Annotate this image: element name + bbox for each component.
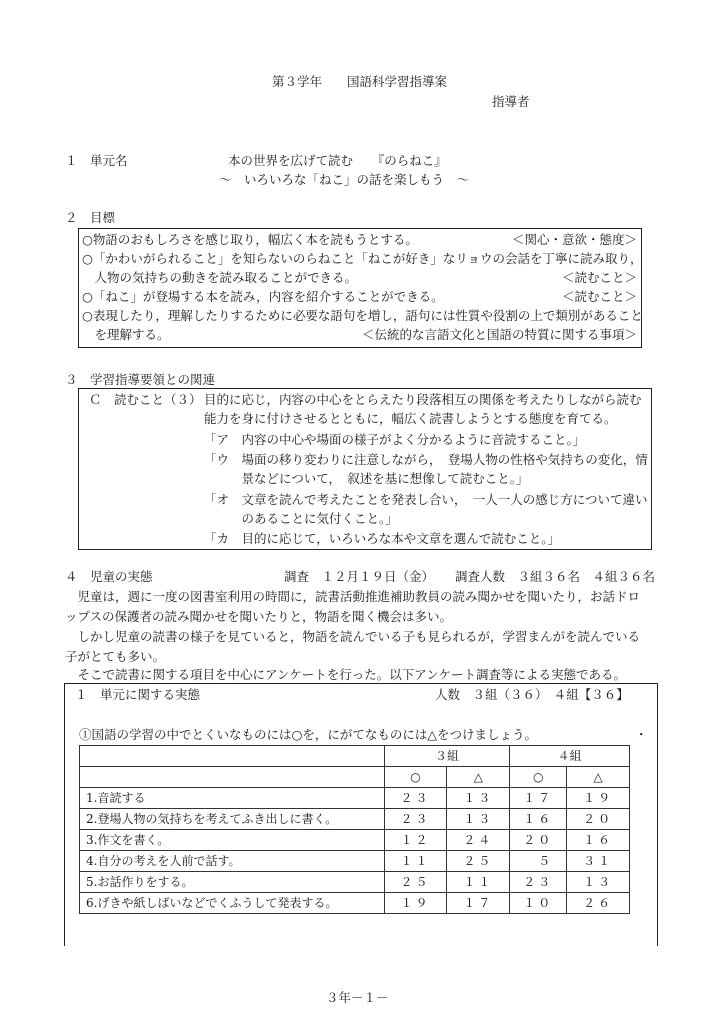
- actual-paragraph-1b: ップスの保護者の読み聞かせを聞いたりと，物語を聞く機会は多い。: [65, 609, 453, 624]
- goal-tag-1: ＜関心・意欲・態度＞: [511, 232, 637, 247]
- guideline-item-ka: 「カ 目的に応じて，いろいろな本や文章を選んで読むこと。」: [204, 531, 561, 546]
- class4-weak-header: △: [567, 767, 630, 788]
- actual-paragraph-2a: しかし児童の読書の様子を見ていると，物語を読んでいる子も見られるが，学習まんがを読んでいる: [65, 629, 641, 644]
- actual-paragraph-3: そこで読書に関する項目を中心にアンケートを行った。以下アンケート調査等による実態である。: [65, 667, 627, 682]
- class3-header: ３組: [384, 746, 510, 767]
- goal-line-4: ○「ねこ」が登場する本を読み，内容を紹介することができる。: [82, 289, 444, 304]
- survey-dot: ・: [635, 727, 648, 742]
- class4-weak-count: １９: [567, 788, 630, 809]
- guideline-item-a: 「ア 内容の中心や場面の様子がよく分かるように音読すること。」: [204, 432, 586, 447]
- class3-good-count: ２３: [384, 788, 447, 809]
- class4-good-header: ○: [510, 767, 567, 788]
- class3-weak-count: ２５: [447, 851, 510, 872]
- instructor-label: 指導者: [492, 94, 530, 109]
- class4-good-count: ２３: [510, 872, 567, 893]
- class4-weak-count: ２０: [567, 809, 630, 830]
- class3-good-count: １２: [384, 830, 447, 851]
- table-row: [80, 851, 630, 872]
- table-subheader-blank: [80, 767, 385, 788]
- goal-line-1: ○物語のおもしろさを感じ取り，幅広く本を読もうとする。: [82, 232, 418, 247]
- class4-good-count: ５: [510, 851, 567, 872]
- table-row: [80, 809, 630, 830]
- class4-good-count: １７: [510, 788, 567, 809]
- guideline-item-u-1: 「ウ 場面の移り変わりに注意しながら， 登場人物の性格や気持ちの変化，情: [204, 452, 648, 467]
- guideline-item-u-2: 景などについて， 叙述を基に想像して読むこと。」: [204, 471, 529, 486]
- class4-weak-count: ２６: [567, 893, 630, 914]
- class3-weak-count: １３: [447, 788, 510, 809]
- class3-good-header: ○: [384, 767, 447, 788]
- class3-good-count: ２３: [384, 809, 447, 830]
- class3-good-count: １１: [384, 851, 447, 872]
- table-subheader-row: [80, 767, 630, 788]
- survey-section-title: １ 単元に関する実態: [75, 687, 201, 702]
- goal-tag-4: ＜読むこと＞: [561, 289, 637, 304]
- actual-paragraph-1a: 児童は，週に一度の図書室利用の時間に，読書活動推進補助教員の読み聞かせを聞いたり，お話ドロ: [65, 589, 641, 604]
- table-header-row: [80, 746, 630, 767]
- goal-line-5: ○表現したり，理解したりするために必要な語句を増し，語句には性質や役割の上で類別があること: [82, 308, 643, 323]
- page-title: 第３学年 国語科学習指導案: [272, 74, 448, 89]
- actual-paragraph-2b: 子がとても多い。: [65, 649, 166, 664]
- goal-line-3: 人物の気持ちの動きを読み取ることができる。: [82, 270, 358, 285]
- row-label: 5.お話作りをする。: [80, 872, 385, 893]
- row-label: 3.作文を書く。: [80, 830, 385, 851]
- row-label: 1.音読する: [80, 788, 385, 809]
- goal-line-6: を理解する。: [82, 327, 170, 342]
- guideline-c-label: Ｃ 読むこと（３）: [89, 392, 202, 407]
- table-header-blank: [80, 746, 385, 767]
- guideline-item-o-2: のあることに気付くこと。」: [204, 511, 398, 526]
- unit-subtitle: ～ いろいろな「ねこ」の話を楽しもう ～: [219, 172, 470, 187]
- goals-heading: ２ 目標: [65, 210, 116, 225]
- guideline-c-text-1: 目的に応じ，内容の中心をとらえたり段落相互の関係を考えたりしながら読む: [204, 392, 642, 407]
- class3-good-count: ２５: [384, 872, 447, 893]
- survey-question: ①国語の学習の中でとくいなものには○を，にがてなものには△をつけましょう。: [79, 727, 538, 742]
- class4-good-count: １６: [510, 809, 567, 830]
- guideline-item-o-1: 「オ 文章を読んで考えたことを発表し合い， 一人一人の感じ方について違い: [204, 492, 648, 507]
- unit-name: 本の世界を広げて読む 『のらねこ』: [228, 153, 447, 168]
- actual-heading: ４ 児童の実態: [65, 569, 153, 584]
- guidelines-heading: ３ 学習指導要領との関連: [65, 372, 216, 387]
- unit-heading: １ 単元名: [65, 153, 128, 168]
- row-label: 2.登場人物の気持ちを考えてふき出しに書く。: [80, 809, 385, 830]
- guideline-c-text-2: 能力を身に付けさせるとともに，幅広く読書しようとする態度を育てる。: [204, 411, 617, 426]
- goal-line-2: ○「かわいがられること」を知らないのらねこと「ねこが好き」なリョウの会話を丁寧に読み取り，: [82, 251, 643, 266]
- survey-date: 調査 １２月１９日（金）: [284, 569, 435, 584]
- class3-weak-header: △: [447, 767, 510, 788]
- goal-tag-6: ＜伝統的な言語文化と国語の特質に関する事項＞: [361, 327, 637, 342]
- class4-weak-count: １３: [567, 872, 630, 893]
- class4-good-count: １０: [510, 893, 567, 914]
- table-row: [80, 788, 630, 809]
- class3-good-count: １９: [384, 893, 447, 914]
- class3-weak-count: １７: [447, 893, 510, 914]
- class3-weak-count: １３: [447, 809, 510, 830]
- row-label: 6.げきや紙しばいなどでくふうして発表する。: [80, 893, 385, 914]
- row-label: 4.自分の考えを人前で話す。: [80, 851, 385, 872]
- survey-count: 調査人数 ３組３６名 ４組３６名: [455, 569, 656, 584]
- class4-weak-count: １６: [567, 830, 630, 851]
- table-row: [80, 830, 630, 851]
- class3-weak-count: ２４: [447, 830, 510, 851]
- survey-table: [79, 745, 630, 914]
- goal-tag-3: ＜読むこと＞: [561, 270, 637, 285]
- guidelines-box: [78, 388, 652, 550]
- class3-weak-count: １１: [447, 872, 510, 893]
- survey-count-label: 人数 ３組（３６） ４組【３６】: [435, 687, 629, 702]
- table-row: [80, 893, 630, 914]
- page-number: ３年－１－: [326, 990, 389, 1005]
- goals-box: [78, 228, 642, 348]
- class4-weak-count: ３１: [567, 851, 630, 872]
- class4-good-count: ２０: [510, 830, 567, 851]
- class4-header: ４組: [510, 746, 630, 767]
- table-row: [80, 872, 630, 893]
